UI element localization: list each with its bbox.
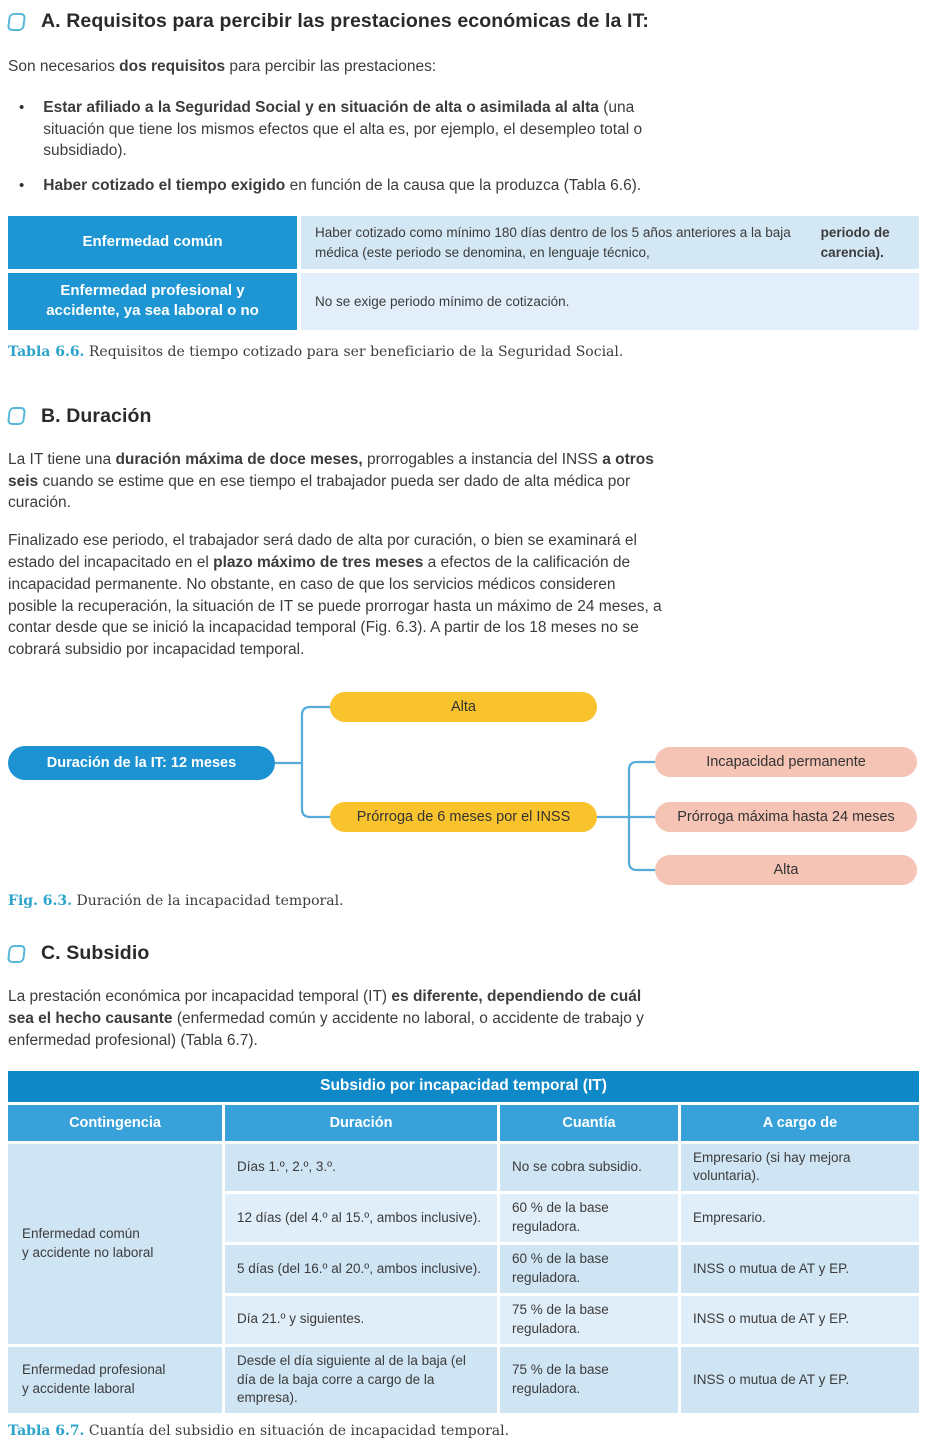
- section-b-header: [8, 405, 919, 428]
- checkbox-icon: [7, 407, 26, 425]
- diagram-node-prorroga-maxima: Prórroga máxima hasta 24 meses: [655, 802, 917, 832]
- section-b-heading: B. Duración: [41, 404, 152, 427]
- bullet-text: • Haber cotizado el tiempo exigido en función de la causa que la produzca (Tabla 6.6).: [43, 177, 642, 195]
- section-c-heading: C. Subsidio: [41, 942, 150, 965]
- table-6-6: [8, 216, 919, 330]
- table-cell: No se cobra subsidio.: [500, 1144, 678, 1192]
- caption-label: Tabla 6.7.: [8, 1423, 85, 1440]
- section-a-header: [8, 10, 919, 33]
- diagram-node-prorroga-inss: Prórroga de 6 meses por el INSS: [330, 802, 597, 832]
- diagram-node-alta: Alta: [330, 692, 597, 722]
- table-cell: 12 días (del 4.º al 15.º, ambos inclusive).: [225, 1194, 497, 1242]
- table-cell: 5 días (del 16.º al 20.º, ambos inclusive).: [225, 1245, 497, 1293]
- table-6-7: [8, 1071, 919, 1414]
- section-c-paragraph: La prestación económica por incapacidad temporal (IT) es diferente, dependiendo de cuál sea el hecho causante (enfermedad común y accidente no laboral, o accidente de trabajo y enfermedad profesional) (Tabla 6.7).: [8, 988, 644, 1049]
- column-header-contingencia: Contingencia: [8, 1105, 222, 1141]
- table-6-6-cell: Haber cotizado como mínimo 180 días dentro de los 5 años anteriores a la baja médica (este periodo se denomina, en lenguaje técnico, periodo de carencia).: [301, 216, 919, 269]
- caption-text: Duración de la incapacidad temporal.: [72, 892, 344, 909]
- bullet-item-cotizacion: [8, 175, 666, 197]
- checkbox-icon: [7, 945, 26, 963]
- group-label-line: y accidente laboral: [22, 1381, 135, 1396]
- section-a-heading: A. Requisitos para percibir las prestaciones económicas de la IT:: [41, 10, 649, 32]
- row-group-enfermedad-comun: [8, 1144, 222, 1344]
- diagram-node-duracion: Duración de la IT: 12 meses: [8, 746, 275, 780]
- table-6-6-row-header: Enfermedad profesional y accidente, ya sea laboral o no: [8, 273, 297, 330]
- caption-label: Fig. 6.3.: [8, 892, 73, 909]
- diagram-node-alta-final: Alta: [655, 855, 917, 885]
- bullet-text: • Estar afiliado a la Seguridad Social y en situación de alta o asimilada al alta (una situación que tiene los mismos efectos que el alta es, por ejemplo, el desempleo total o subsidiado).: [43, 98, 643, 160]
- table-cell: 75 % de la base reguladora.: [500, 1296, 678, 1344]
- section-c-header: [8, 942, 919, 965]
- column-header-a-cargo-de: A cargo de: [681, 1105, 919, 1141]
- table-6-6-caption: [8, 343, 919, 361]
- table-cell: 60 % de la base reguladora.: [500, 1194, 678, 1242]
- table-cell: 60 % de la base reguladora.: [500, 1245, 678, 1293]
- table-cell: INSS o mutua de AT y EP.: [681, 1245, 919, 1293]
- table-cell: Días 1.º, 2.º, 3.º.: [225, 1144, 497, 1192]
- table-cell: Empresario.: [681, 1194, 919, 1242]
- section-b-paragraph-2: Finalizado ese periodo, el trabajador será dado de alta por curación, o bien se examinará el estado del incapacitado en el plazo máximo de tres meses a efectos de la calificación de incapacidad permanente. No obstante, en caso de que los servicios médicos consideren posible la recuperación, la situación de IT se puede prorrogar hasta un máximo de 24 meses, a contar desde que se inició la incapacidad temporal (Fig. 6.3). A partir de los 18 meses no se cobrará subsidio por incapacidad temporal.: [8, 532, 662, 659]
- caption-text: Cuantía del subsidio en situación de incapacidad temporal.: [84, 1423, 510, 1440]
- row-group-enfermedad-profesional: [8, 1347, 222, 1414]
- table-6-7-caption: [8, 1422, 919, 1440]
- caption-text: Requisitos de tiempo cotizado para ser beneficiario de la Seguridad Social.: [84, 343, 624, 360]
- table-cell: INSS o mutua de AT y EP.: [681, 1347, 919, 1414]
- section-a-intro: Son necesarios dos requisitos para percibir las prestaciones:: [8, 58, 437, 75]
- table-cell: Día 21.º y siguientes.: [225, 1296, 497, 1344]
- table-6-6-row-header: Enfermedad común: [8, 216, 297, 269]
- column-header-cuantia: Cuantía: [500, 1105, 678, 1141]
- group-label-line: Enfermedad común: [22, 1225, 140, 1241]
- table-6-6-cell: No se exige periodo mínimo de cotización.: [301, 273, 919, 330]
- figure-6-3-diagram: [8, 685, 919, 885]
- table-cell: INSS o mutua de AT y EP.: [681, 1296, 919, 1344]
- checkbox-icon: [7, 13, 26, 31]
- table-cell: 75 % de la base reguladora.: [500, 1347, 678, 1414]
- diagram-node-incapacidad: Incapacidad permanente: [655, 747, 917, 777]
- group-label-line: Enfermedad profesional: [22, 1362, 166, 1378]
- column-header-duracion: Duración: [225, 1105, 497, 1141]
- table-cell: Desde el día siguiente al de la baja (el día de la baja corre a cargo de la empresa).: [225, 1347, 497, 1414]
- bullet-item-afiliacion: [8, 97, 666, 162]
- caption-label: Tabla 6.6.: [8, 343, 85, 360]
- table-6-7-title: Subsidio por incapacidad temporal (IT): [8, 1071, 919, 1102]
- section-b-paragraph-1: La IT tiene una duración máxima de doce meses, prorrogables a instancia del INSS a otros seis cuando se estime que en ese tiempo el trabajador pueda ser dado de alta médica por curación.: [8, 450, 654, 512]
- table-cell: Empresario (si hay mejora voluntaria).: [681, 1144, 919, 1192]
- figure-6-3-caption: [8, 892, 919, 910]
- group-label-line: y accidente no laboral: [22, 1244, 154, 1260]
